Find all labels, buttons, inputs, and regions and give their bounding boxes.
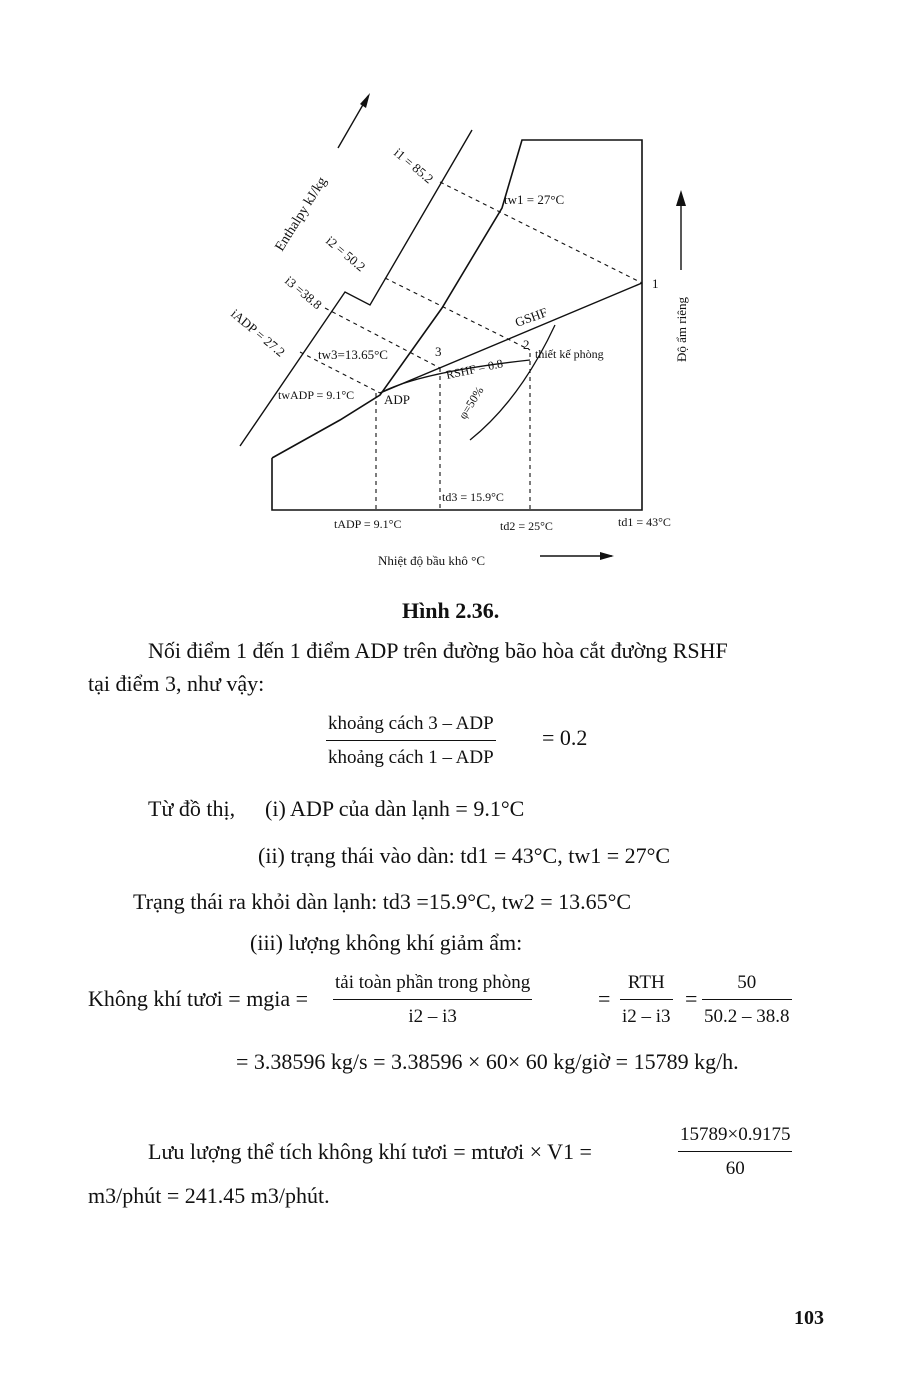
td2-label: td2 = 25°C <box>500 519 553 533</box>
formula-f2-denominator: i2 – i3 <box>620 999 673 1028</box>
result-i: (i) ADP của dàn lạnh = 9.1°C <box>265 796 525 821</box>
twadp-label: twADP = 9.1°C <box>278 388 355 402</box>
equals-sign-1: = <box>598 986 611 1011</box>
point-adp-label: ADP <box>384 392 411 407</box>
td3-label: td3 = 15.9°C <box>442 490 504 504</box>
phi-label: φ=50% <box>455 383 487 422</box>
humidity-axis-label: Độ ẩm riêng <box>674 297 689 362</box>
temperature-arrow-head <box>600 552 614 560</box>
volume-tail: m3/phút = 241.45 m3/phút. <box>88 1183 330 1208</box>
psychrometric-chart <box>0 0 916 600</box>
formula-f2-numerator: RTH <box>627 972 665 993</box>
volume-denominator: 60 <box>678 1151 792 1180</box>
formula-result: = 3.38596 kg/s = 3.38596 × 60× 60 kg/giờ = 15789 kg/h. <box>236 1049 739 1074</box>
result-iii: (iii) lượng không khí giảm ẩm: <box>250 930 523 955</box>
volume-lhs: Lưu lượng thể tích không khí tươi = mtươi × V1 = <box>148 1139 592 1164</box>
enthalpy-axis-label: Enthalpy kJ/kg <box>272 174 331 255</box>
ratio-result: = 0.2 <box>542 725 588 750</box>
volume-numerator: 15789×0.9175 <box>680 1124 791 1145</box>
formula-lhs: Không khí tươi = mgia = <box>88 986 309 1011</box>
formula-fraction-3 <box>702 972 792 1028</box>
enthalpy-arrow-head <box>360 93 370 108</box>
point-1-label: 1 <box>652 276 659 291</box>
formula-f1-numerator: tải toàn phần trong phòng <box>335 972 531 993</box>
i3-label: i3 =38.8 <box>282 272 326 313</box>
tw1-label: tw1 = 27°C <box>504 192 565 207</box>
enthalpy-scale-edge <box>240 130 472 446</box>
humidity-arrow-head <box>676 190 686 206</box>
x-axis-label: Nhiệt độ bầu khô °C <box>378 553 486 568</box>
i2-label: i2 = 50.2 <box>323 232 369 275</box>
tadp-label: tADP = 9.1°C <box>334 517 402 531</box>
i1-label: i1 = 85.2 <box>391 144 437 187</box>
chart-frame <box>272 140 642 510</box>
paragraph-line-1: Nối điểm 1 đến 1 điểm ADP trên đường bão hòa cắt đường RSHF <box>148 638 728 663</box>
formula-f3-numerator: 50 <box>737 972 757 993</box>
result-ii: (ii) trạng thái vào dàn: td1 = 43°C, tw1 = 27°C <box>258 843 671 868</box>
ratio-denominator: khoảng cách 1 – ADP <box>326 740 496 769</box>
rshf-label: RSHF = 0.8 <box>444 356 505 382</box>
results-prefix: Từ đồ thị, <box>148 796 236 821</box>
iadp-label: iADP = 27.2 <box>228 305 289 360</box>
phi-50-curve <box>470 325 555 440</box>
volume-fraction <box>678 1124 792 1180</box>
ratio-numerator: khoảng cách 3 – ADP <box>328 713 494 734</box>
design-room-label: thiết kế phòng <box>535 347 604 361</box>
i2-dashed-line <box>385 278 530 350</box>
figure-caption: Hình 2.36. <box>402 598 500 623</box>
td1-label: td1 = 43°C <box>618 515 671 529</box>
result-out: Trạng thái ra khỏi dàn lạnh: td3 =15.9°C, tw2 = 13.65°C <box>133 889 632 914</box>
formula-f1-denominator: i2 – i3 <box>333 999 532 1028</box>
page-number: 103 <box>794 1307 824 1329</box>
formula-fraction-2 <box>620 972 673 1028</box>
ratio-fraction <box>326 713 496 769</box>
formula-fraction-1 <box>333 972 532 1028</box>
point-2-label: 2 <box>523 337 530 352</box>
tw3-label: tw3=13.65°C <box>318 347 388 362</box>
formula-f3-denominator: 50.2 – 38.8 <box>702 999 792 1028</box>
paragraph-line-2: tại điểm 3, như vậy: <box>88 671 265 696</box>
gshf-line <box>380 283 642 393</box>
point-3-label: 3 <box>435 344 442 359</box>
equals-sign-2: = <box>685 986 698 1011</box>
gshf-label: GSHF <box>512 304 550 330</box>
